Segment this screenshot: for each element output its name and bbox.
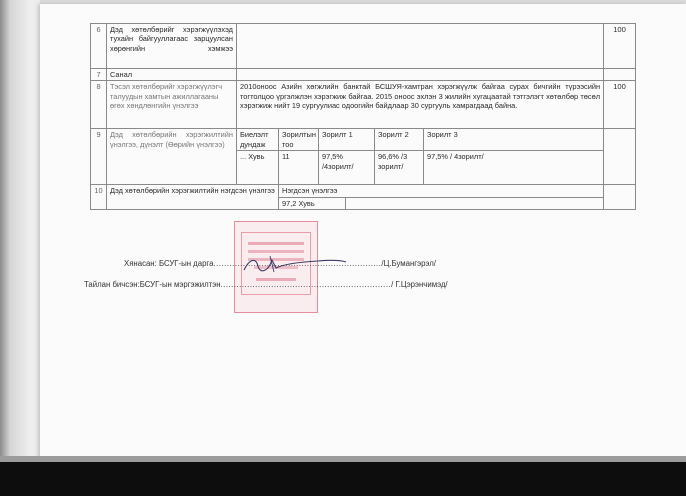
row-label: Санал (107, 69, 237, 81)
row-number: 7 (91, 69, 107, 81)
reviewer-label: Хянасан: БСУГ-ын дарга (124, 259, 214, 268)
row-score (604, 185, 636, 210)
row-score (604, 69, 636, 81)
row-content (237, 24, 604, 69)
table-cell: 96,6% /3 зорилт/ (375, 151, 424, 185)
table-row-8 (91, 81, 636, 129)
table-cell: 97,5% /4зорилт/ (319, 151, 375, 185)
row-number: 9 (91, 129, 107, 185)
table-cell: 11 (279, 151, 319, 185)
column-header: Биелэлт дундаж (237, 129, 279, 151)
table-cell: ... Хувь (237, 151, 279, 185)
table-row-9-header (91, 129, 636, 151)
row-score (604, 129, 636, 185)
column-header: Зорилт 3 (424, 129, 604, 151)
row-label: Дэд хөтөлбөрийн хэрэгжилтийн нэгдсэн үнэлгээ (107, 185, 279, 210)
summary-heading: Нэгдсэн үнэлгээ (279, 185, 603, 197)
reviewer-name: /Ц.Бумангэрэл/ (381, 259, 436, 268)
row-label: Дэд хөтөлбөрийг хэрэгжүүлэхэд тухайн байгууллагаас зарцуулсан хөрөнгийн хэмжээ (107, 24, 237, 69)
row-number: 8 (91, 81, 107, 129)
table-cell: 97,5% / 4зорилт/ (424, 151, 604, 185)
evaluation-table (90, 23, 636, 210)
table-row-10 (91, 185, 636, 210)
column-header: Зорилт 2 (375, 129, 424, 151)
author-label: Тайлан бичсэн:БСУГ-ын мэргэжилтэн (84, 280, 221, 289)
scan-left-edge (0, 0, 40, 496)
summary-value: 97,2 Хувь (279, 198, 346, 209)
author-line: Тайлан бичсэн:БСУГ-ын мэргэжилтэн................................................................/ Г.Цэрэнчимэд/ (84, 280, 448, 289)
row-content: 2010оноос Азийн хөгжлийн банктай БСШУЯ-хамтран хэрэгжүүлж байгаа сурах бичгийн түрээсийн тогтолцоо үргэлжлэн хэрэгжиж байгаа. 2015 оноос эхлэн 3 жилийн хугацаатай тэтгэлэгт хөтөлбөр төсөл хэрэгжиж нийт 19 сургуулиас одоогийн байдлаар 30 сургууль хамрагдаад байна. (237, 81, 604, 129)
row-number: 10 (91, 185, 107, 210)
row-label: Тэсэл хөтөлбөрийг хэрэгжүүлэгч талуудын хамтын ажиллагааны өгөх хөндлөнгийн үнэлгээ (107, 81, 237, 129)
scan-black-bar (0, 462, 686, 496)
column-header: Зорилт 1 (319, 129, 375, 151)
row-label: Дэд хөтөлбөрийн хэрэгжилтийн үнэлгээ, дүнэлт (Өөрийн үнэлгээ) (107, 129, 237, 185)
table-row-6 (91, 24, 636, 69)
row-number: 6 (91, 24, 107, 69)
table-row-7 (91, 69, 636, 81)
row-score: 100 (604, 24, 636, 69)
reviewer-line: Хянасан: БСУГ-ын дарга.............................................................../Ц.Бумангэрэл/ (124, 259, 436, 268)
summary-cell (279, 185, 604, 210)
row-score: 100 (604, 81, 636, 129)
author-name: / Г.Цэрэнчимэд/ (391, 280, 448, 289)
row-content (237, 69, 604, 81)
column-header: Зорилтын тоо (279, 129, 319, 151)
